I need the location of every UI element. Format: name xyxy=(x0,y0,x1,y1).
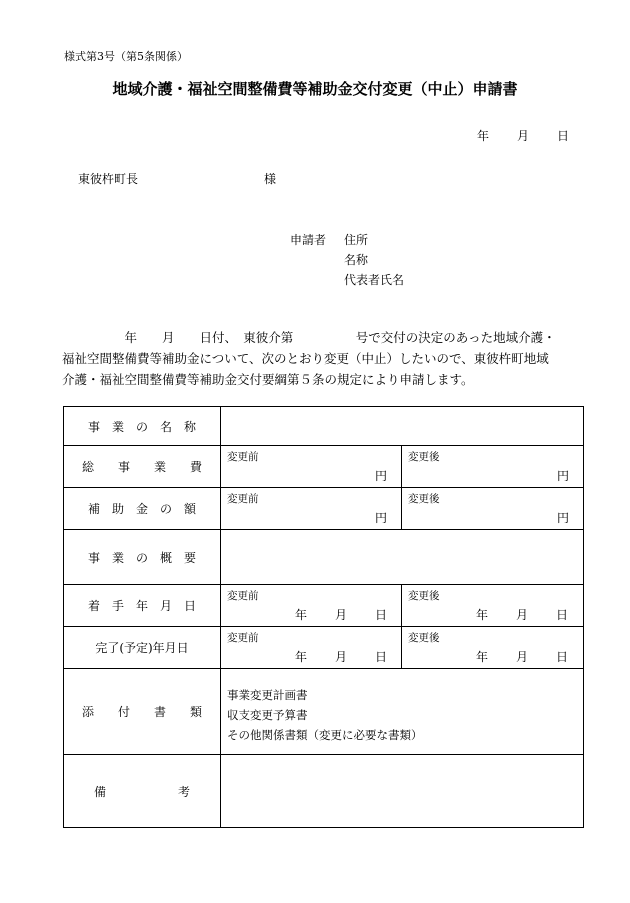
body-line: 年 月 日付、 東彼介第 号で交付の決定のあった地域介護・ xyxy=(62,330,556,345)
attachments-cell xyxy=(221,669,584,755)
label-remarks: 備 考 xyxy=(64,755,221,828)
start-date-before[interactable]: 変更前 年 月 日 xyxy=(221,585,402,627)
applicant-name: 名称 xyxy=(344,253,369,267)
attachment-item: 事業変更計画書 xyxy=(227,688,308,702)
applicant-label: 申請者 xyxy=(290,233,327,247)
applicant-rep: 代表者氏名 xyxy=(344,273,405,287)
label-subsidy: 補 助 金 の 額 xyxy=(64,488,221,530)
label-total-cost: 総 事 業 費 xyxy=(64,446,221,488)
total-cost-after[interactable]: 変更後 円 xyxy=(402,446,584,488)
overview-cell[interactable] xyxy=(221,530,584,585)
page-title: 地域介護・福祉空間整備費等補助金交付変更（中止）申請書 xyxy=(112,80,518,98)
attachment-item: 収支変更予算書 xyxy=(227,708,308,722)
date-month: 月 xyxy=(517,129,530,143)
label-end-date: 完了(予定)年月日 xyxy=(64,627,221,669)
total-cost-before[interactable]: 変更前 円 xyxy=(221,446,402,488)
label-project-name: 事 業 の 名 称 xyxy=(64,407,221,446)
date-year: 年 xyxy=(477,129,490,143)
subsidy-before[interactable]: 変更前 円 xyxy=(221,488,402,530)
addressee-honorific: 様 xyxy=(264,172,277,186)
label-attachments: 添 付 書 類 xyxy=(64,669,221,755)
application-table xyxy=(63,406,584,828)
form-number: 様式第3号（第5条関係） xyxy=(64,50,188,63)
end-date-after[interactable]: 変更後 年 月 日 xyxy=(402,627,584,669)
body-line: 介護・福祉空間整備費等補助金交付要綱第５条の規定により申請します。 xyxy=(62,372,474,387)
start-date-after[interactable]: 変更後 年 月 日 xyxy=(402,585,584,627)
body-paragraph xyxy=(62,327,582,390)
remarks-cell[interactable] xyxy=(221,755,584,828)
label-start-date: 着 手 年 月 日 xyxy=(64,585,221,627)
project-name-cell[interactable] xyxy=(221,407,584,446)
label-overview: 事 業 の 概 要 xyxy=(64,530,221,585)
subsidy-after[interactable]: 変更後 円 xyxy=(402,488,584,530)
attachment-item: その他関係書類（変更に必要な書類） xyxy=(227,728,423,742)
end-date-before[interactable]: 変更前 年 月 日 xyxy=(221,627,402,669)
body-line: 福祉空間整備費等補助金について、次のとおり変更（中止）したいので、東彼杵町地域 xyxy=(62,351,549,366)
applicant-address: 住所 xyxy=(344,233,369,247)
date-day: 日 xyxy=(557,129,570,143)
addressee: 東彼杵町長 xyxy=(78,172,139,186)
